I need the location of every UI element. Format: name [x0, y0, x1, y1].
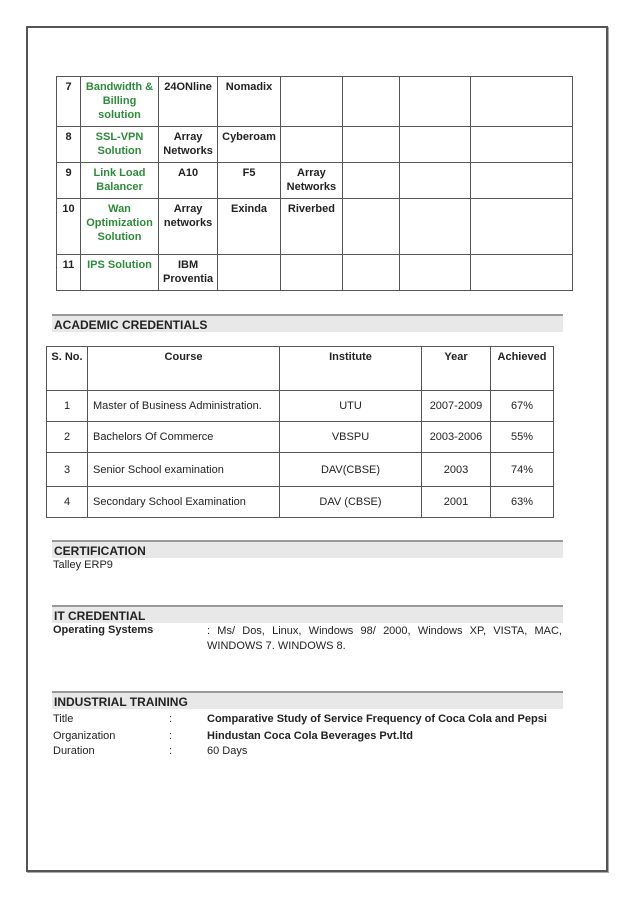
year-cell: 2001 [422, 487, 491, 518]
table-row [57, 199, 573, 255]
vendor-cell [218, 255, 281, 291]
certification-heading: CERTIFICATION [52, 540, 563, 558]
empty-cell [399, 77, 470, 127]
certification-text: Talley ERP9 [53, 559, 113, 571]
vendor-cell [280, 255, 342, 291]
empty-cell [342, 77, 399, 127]
row-number: 7 [57, 77, 81, 127]
empty-cell [342, 127, 399, 163]
os-label: Operating Systems [53, 624, 154, 636]
vendor-cell: Exinda [218, 199, 281, 255]
title-label: Title [53, 713, 74, 725]
vendor-cell: Nomadix [218, 77, 281, 127]
table-row [47, 487, 554, 518]
sno-cell: 4 [47, 487, 88, 518]
row-number: 9 [57, 163, 81, 199]
vendor-cell: A10 [159, 163, 218, 199]
achieved-cell: 55% [491, 422, 554, 453]
empty-cell [470, 255, 572, 291]
solution-cell: IPS Solution [81, 255, 159, 291]
institute-cell: DAV (CBSE) [280, 487, 422, 518]
empty-cell [399, 199, 470, 255]
achieved-cell: 63% [491, 487, 554, 518]
table-row [47, 453, 554, 487]
col-header-institute: Institute [280, 347, 422, 391]
empty-cell [470, 199, 572, 255]
organization-label: Organization [53, 730, 116, 742]
institute-cell: VBSPU [280, 422, 422, 453]
vendor-cell [280, 127, 342, 163]
solution-cell: SSL-VPN Solution [81, 127, 159, 163]
sno-cell: 1 [47, 391, 88, 422]
col-header-achieved: Achieved [491, 347, 554, 391]
vendor-cell: Cyberoam [218, 127, 281, 163]
sno-cell: 3 [47, 453, 88, 487]
institute-cell: DAV(CBSE) [280, 453, 422, 487]
col-header-sno: S. No. [47, 347, 88, 391]
colon: : [169, 730, 173, 742]
table-row [47, 391, 554, 422]
sno-cell: 2 [47, 422, 88, 453]
row-number: 10 [57, 199, 81, 255]
year-cell: 2007-2009 [422, 391, 491, 422]
vendor-table [56, 76, 573, 291]
solution-cell: Link Load Balancer [81, 163, 159, 199]
empty-cell [342, 255, 399, 291]
empty-cell [470, 77, 572, 127]
course-cell: Bachelors Of Commerce [88, 422, 280, 453]
organization-value: Hindustan Coca Cola Beverages Pvt.ltd [207, 730, 413, 742]
row-number: 11 [57, 255, 81, 291]
table-row [57, 127, 573, 163]
empty-cell [399, 127, 470, 163]
academic-heading: ACADEMIC CREDENTIALS [52, 314, 563, 332]
year-cell: 2003 [422, 453, 491, 487]
solution-cell: Wan Optimization Solution [81, 199, 159, 255]
course-cell: Secondary School Examination [88, 487, 280, 518]
achieved-cell: 74% [491, 453, 554, 487]
solution-cell: Bandwidth & Billing solution [81, 77, 159, 127]
institute-cell: UTU [280, 391, 422, 422]
duration-label: Duration [53, 745, 95, 757]
empty-cell [399, 163, 470, 199]
table-row [47, 422, 554, 453]
table-row [57, 163, 573, 199]
training-heading: INDUSTRIAL TRAINING [52, 691, 563, 709]
course-cell: Senior School examination [88, 453, 280, 487]
vendor-cell: Array networks [159, 199, 218, 255]
empty-cell [470, 127, 572, 163]
duration-value: 60 Days [207, 745, 248, 757]
academic-table [46, 346, 554, 518]
year-cell: 2003-2006 [422, 422, 491, 453]
os-value: : Ms/ Dos, Linux, Windows 98/ 2000, Windows XP, VISTA, MAC, WINDOWS 7. WINDOWS 8. [207, 625, 562, 652]
vendor-cell: Array Networks [159, 127, 218, 163]
table-row [57, 255, 573, 291]
vendor-cell: F5 [218, 163, 281, 199]
vendor-cell: 24ONline [159, 77, 218, 127]
table-row [57, 77, 573, 127]
row-number: 8 [57, 127, 81, 163]
course-cell: Master of Business Administration. [88, 391, 280, 422]
empty-cell [342, 199, 399, 255]
colon: : [169, 713, 173, 725]
vendor-cell: IBM Proventia [159, 255, 218, 291]
vendor-cell [280, 77, 342, 127]
achieved-cell: 67% [491, 391, 554, 422]
col-header-year: Year [422, 347, 491, 391]
empty-cell [399, 255, 470, 291]
colon: : [169, 745, 173, 757]
empty-cell [470, 163, 572, 199]
vendor-cell: Riverbed [280, 199, 342, 255]
vendor-cell: Array Networks [280, 163, 342, 199]
empty-cell [342, 163, 399, 199]
it-credential-heading: IT CREDENTIAL [52, 605, 563, 623]
col-header-course: Course [88, 347, 280, 391]
title-value: Comparative Study of Service Frequency of Coca Cola and Pepsi [207, 713, 547, 725]
table-header-row [47, 347, 554, 391]
